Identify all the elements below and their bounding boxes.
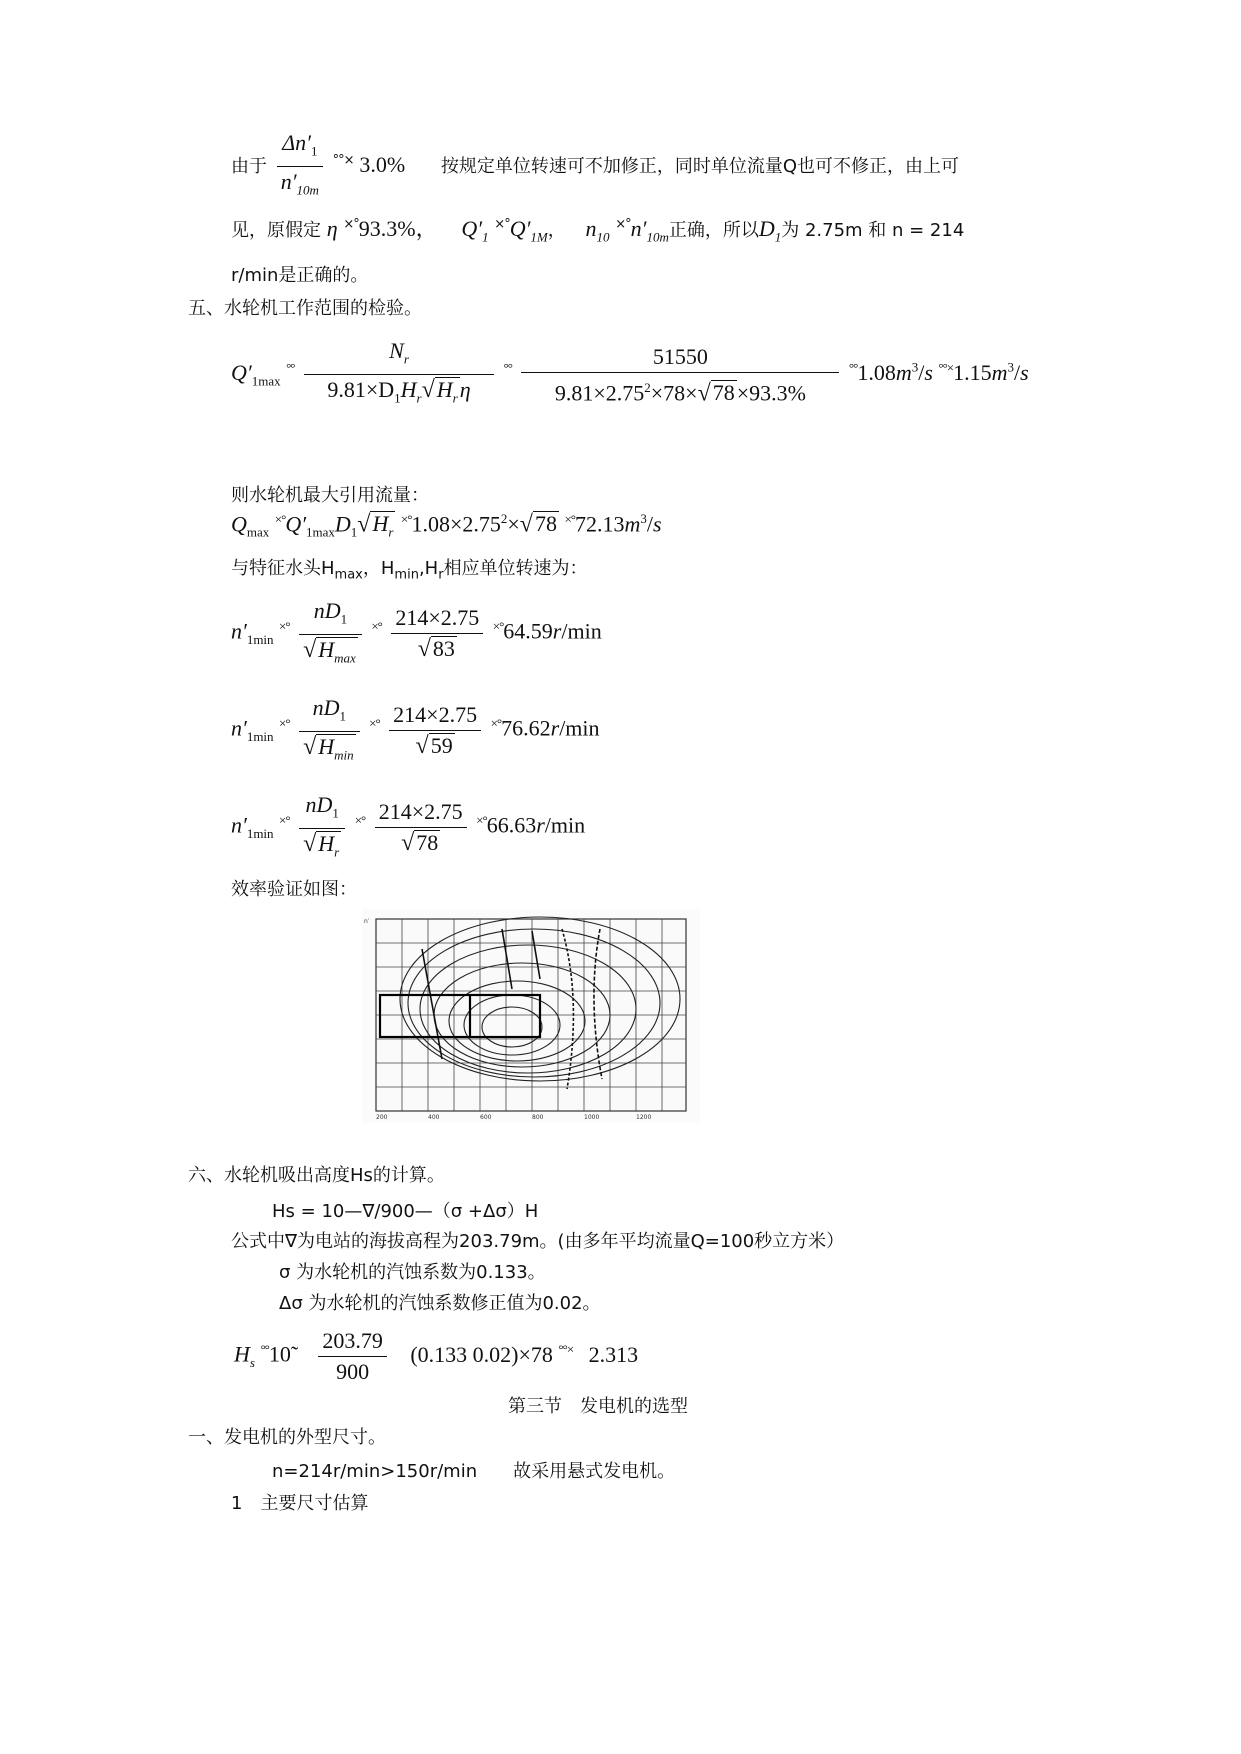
- garbled-symbol: ×°: [279, 715, 290, 731]
- dimension-estimate-heading: 1 主要尺寸估算: [231, 1493, 369, 1514]
- garbled-symbol: ×°: [476, 812, 487, 828]
- garbled-symbol: ×°: [400, 511, 412, 527]
- hs-equation: $H_s$ °°10̃ $\frac{203.79}{900}$ (0.133 0.02)×78 °°× 2.313: [234, 1328, 639, 1384]
- garbled-symbol: ×°: [494, 217, 510, 232]
- fraction-q1max-symbolic: $\frac{N_r}{9.81\times D_1H_r√H_r\eta}$: [304, 336, 494, 414]
- efficiency-intro: 效率验证如图：: [231, 879, 357, 900]
- sigma-note: σ 为水轮机的汽蚀系数为0.133。: [279, 1262, 546, 1283]
- garbled-symbol: ×°: [279, 618, 290, 634]
- garbled-symbol: °°×: [938, 359, 954, 375]
- garbled-symbol: °°: [286, 359, 295, 375]
- nabla-note: 公式中∇为电站的海拔高程为203.79m。(由多年平均流量Q=100秒立方米）: [231, 1231, 845, 1252]
- svg-text:1200: 1200: [636, 1114, 652, 1121]
- qmax-intro: 则水轮机最大引用流量：: [231, 485, 429, 506]
- garbled-symbol: ×°: [369, 715, 380, 731]
- generator-heading: 一、发电机的外型尺寸。: [188, 1427, 386, 1448]
- hill-chart-image: [362, 909, 700, 1123]
- garbled-symbol: °°: [260, 1341, 269, 1357]
- section-heading-5: 五、水轮机工作范围的检验。: [188, 298, 422, 319]
- section-heading-6: 六、水轮机吸出高度Hs的计算。: [188, 1165, 445, 1186]
- svg-text:800: 800: [532, 1114, 544, 1121]
- svg-text:n′: n′: [364, 918, 370, 925]
- value: 3.0%: [359, 151, 406, 177]
- value: 93.3%，: [358, 216, 438, 241]
- garbled-symbol: ×°: [615, 217, 631, 232]
- fraction-delta-n: $\frac{\Delta n'_1}{n'_{10m}}$: [277, 128, 323, 206]
- hs-formula: Hs = 10—∇/900—（σ +Δσ）H: [272, 1201, 539, 1222]
- n1-equation-hr: $n'_{1min}$ ×° $\frac{nD_1}{√H_r}$ ×° $\frac{214\times 2.75}{√78}$ ×°66.63r/min: [231, 790, 585, 865]
- eta-symbol: η: [326, 216, 338, 241]
- garbled-symbol: ×°: [274, 511, 286, 527]
- line-1: [231, 128, 959, 206]
- text: 按规定单位转速可不加修正，同时单位流量Q也可不修正，由上可: [440, 155, 960, 177]
- fraction-q1max-numeric: $\frac{51550}{9.81\times 2.75^2\times 78\times√78\times 93.3\%}$: [521, 342, 839, 408]
- garbled-symbol: ×°: [343, 217, 359, 232]
- garbled-symbol: °°: [503, 359, 512, 375]
- svg-text:400: 400: [428, 1114, 440, 1121]
- garbled-symbol: ×°: [490, 715, 502, 731]
- garbled-symbol: °°: [848, 359, 858, 375]
- garbled-symbol: °°×: [332, 152, 354, 168]
- delta-sigma-note: Δσ 为水轮机的汽蚀系数修正值为0.02。: [279, 1293, 601, 1314]
- section-title: 第三节 发电机的选型: [508, 1396, 688, 1417]
- garbled-symbol: ×°: [279, 812, 290, 828]
- efficiency-hill-chart-figure: [362, 909, 700, 1123]
- q1max-equation: $Q'_{1max}$ °° $\frac{N_r}{9.81\times D_1H_r√H_r\eta}$ °° $\frac{51550}{9.81\times 2.75^2\times 78\times√78\times 93.3\%}$ $^{^\circ^\circ}1.08m^3/s$ $^{^\circ^\circ\times}1.15m^3/s$: [231, 336, 1029, 414]
- text: ，: [547, 220, 566, 241]
- n1-equation-hmax: $n'_{1min}$ ×° $\frac{nD_1}{√H_{max}}$ ×° $\frac{214\times 2.75}{√83}$ ×°64.59r/min: [231, 596, 602, 671]
- garbled-symbol: ×°: [354, 812, 366, 828]
- generator-speed-note: n=214r/min>150r/min 故采用悬式发电机。: [272, 1461, 676, 1482]
- qmax-equation: $Q_{max}$ $^{\times^\circ}Q'_{1max}D_1√H_r$ $^{\times^\circ}1.08\times 2.75^2\times√78$ $^{\times^\circ}72.13m^3/s$: [231, 506, 662, 546]
- n1-equation-hmin: $n'_{1min}$ ×° $\frac{nD_1}{√H_{min}}$ ×° $\frac{214\times 2.75}{√59}$ ×°76.62r/min: [231, 693, 600, 768]
- line-3: r/min是正确的。: [231, 265, 369, 286]
- text: 由于: [231, 155, 267, 177]
- speed-intro: 与特征水头$H_{max}$，$H_{min},H_r$相应单位转速为：: [231, 558, 588, 583]
- line-2: 见，原假定 η ×°93.3%， $Q'_1$ $^{\times^\circ}Q'_{1M}$， $n_{10}$ $^{\times^\circ}n'_{10m}$正确，所以$D_1$为 2.75m 和 n = 214: [231, 216, 965, 245]
- garbled-symbol: ×°: [371, 618, 382, 634]
- garbled-symbol: °°×: [558, 1341, 574, 1357]
- svg-text:200: 200: [376, 1114, 388, 1121]
- text: 见，原假定: [231, 220, 321, 241]
- garbled-symbol: ×°: [564, 511, 575, 527]
- garbled-symbol: ×°: [492, 618, 504, 634]
- svg-text:600: 600: [480, 1114, 492, 1121]
- svg-text:1000: 1000: [584, 1114, 600, 1121]
- text: 正确，所以: [668, 220, 759, 241]
- text: 为 2.75m 和 n = 214: [781, 220, 965, 241]
